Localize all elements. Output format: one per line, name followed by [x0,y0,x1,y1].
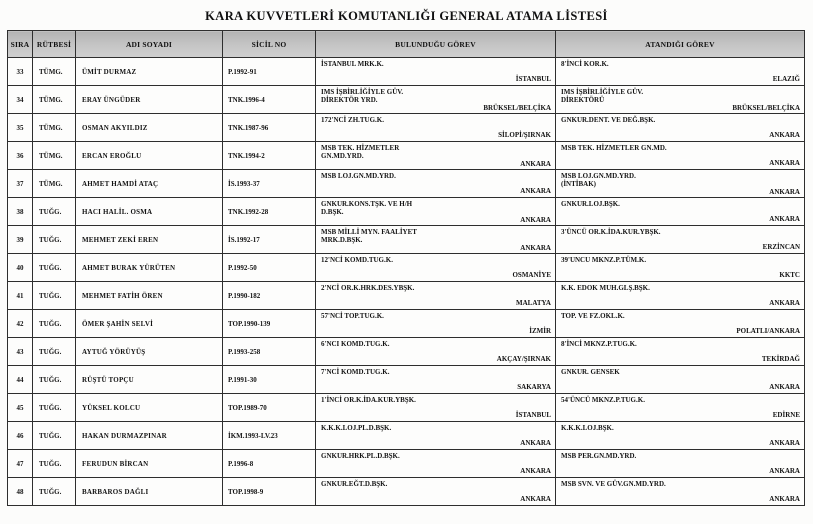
duty-location: ANKARA [520,467,551,475]
cell-sicil-no: TOP.1990-139 [223,310,316,338]
table-row [8,114,805,142]
duty-title-line: MSB SVN. VE GÜV.GN.MD.YRD. [561,480,666,488]
duty-location: İSTANBUL [515,411,551,419]
duty-location: SAKARYA [517,383,551,391]
cell-atandigi-gorev [556,338,805,366]
cell-bulundugu-gorev [316,366,556,394]
duty-title-line: MSB MİLLİ MYN. FAALİYET [321,228,417,236]
cell-sira: 40 [8,254,33,282]
cell-adi-soyadi: MEHMET FATİH ÖREN [76,282,223,310]
duty-title-line: GN.MD.YRD. [321,152,364,161]
table-row [8,254,805,282]
duty-cell-content [556,310,804,337]
cell-bulundugu-gorev [316,310,556,338]
table-row [8,58,805,86]
cell-sira: 44 [8,366,33,394]
table-row [8,86,805,114]
duty-cell-content [316,478,555,505]
duty-title-line: GNKUR.KONS.TŞK. VE H/H [321,200,413,208]
cell-atandigi-gorev [556,114,805,142]
cell-adi-soyadi: AHMET BURAK YÜRÜTEN [76,254,223,282]
duty-location: ERZİNCAN [762,243,800,251]
duty-title [561,116,800,124]
duty-title [321,144,551,161]
header-bulundugu-gorev: BULUNDUĞU GÖREV [316,31,556,58]
duty-location: ANKARA [769,215,800,223]
duty-title-line: MRK.D.BŞK. [321,236,363,245]
duty-location: ANKARA [520,243,551,252]
duty-title [561,200,800,208]
cell-sicil-no: TNK.1996-4 [223,86,316,114]
cell-sira: 34 [8,86,33,114]
cell-adi-soyadi: OSMAN AKYILDIZ [76,114,223,142]
duty-location: ANKARA [520,187,551,195]
duty-location: SİLOPİ/ŞIRNAK [498,131,551,139]
cell-bulundugu-gorev [316,282,556,310]
header-atandigi-gorev: ATANDIĞI GÖREV [556,31,805,58]
duty-title-line: 8'İNCİ KOR.K. [561,60,609,68]
cell-rutbesi: TÜMG. [33,86,76,114]
cell-rutbesi: TUĞG. [33,394,76,422]
cell-sicil-no: TOP.1989-70 [223,394,316,422]
cell-adi-soyadi: ERCAN EROĞLU [76,142,223,170]
cell-sicil-no: TNK.1992-28 [223,198,316,226]
duty-location: ANKARA [769,467,800,475]
duty-title-line: MSB LOJ.GN.MD.YRD. [561,172,636,180]
duty-title [321,368,551,376]
cell-bulundugu-gorev [316,394,556,422]
duty-title-line: GNKUR.HRK.PL.D.BŞK. [321,452,400,460]
cell-atandigi-gorev [556,450,805,478]
cell-sira: 45 [8,394,33,422]
duty-location: ANKARA [769,383,800,391]
cell-bulundugu-gorev [316,422,556,450]
duty-title-line: D.BŞK. [321,208,344,217]
cell-sicil-no: P.1991-30 [223,366,316,394]
duty-title-line: GNKUR.LOJ.BŞK. [561,200,620,208]
duty-cell-content [556,422,804,449]
table-row [8,478,805,506]
duty-cell-content [556,198,804,225]
cell-bulundugu-gorev [316,226,556,254]
duty-title [561,368,800,376]
cell-sicil-no: İKM.1993-LV.23 [223,422,316,450]
duty-title [321,200,551,217]
cell-atandigi-gorev [556,86,805,114]
duty-title [321,284,551,292]
duty-location: ANKARA [520,215,551,224]
cell-sira: 42 [8,310,33,338]
cell-rutbesi: TUĞG. [33,282,76,310]
cell-sicil-no: TNK.1994-2 [223,142,316,170]
duty-title-line: 57'NCİ TOP.TUG.K. [321,312,384,320]
duty-location: KKTC [779,271,800,279]
cell-rutbesi: TÜMG. [33,170,76,198]
cell-adi-soyadi: BARBAROS DAĞLI [76,478,223,506]
cell-rutbesi: TUĞG. [33,310,76,338]
duty-title-line: 172'NCİ ZH.TUG.K. [321,116,385,124]
duty-cell-content [556,478,804,505]
cell-atandigi-gorev [556,142,805,170]
duty-location: ANKARA [520,439,551,447]
duty-title-line: MSB PER.GN.MD.YRD. [561,452,637,460]
cell-rutbesi: TÜMG. [33,58,76,86]
duty-cell-content [556,254,804,281]
table-row [8,142,805,170]
cell-sicil-no: İS.1992-17 [223,226,316,254]
cell-adi-soyadi: ÖMER ŞAHİN SELVİ [76,310,223,338]
table-row [8,310,805,338]
duty-location: EDİRNE [772,411,800,419]
duty-title [321,256,551,264]
cell-rutbesi: TUĞG. [33,254,76,282]
cell-adi-soyadi: HAKAN DURMAZPINAR [76,422,223,450]
cell-sira: 48 [8,478,33,506]
duty-location: İZMİR [529,327,551,335]
cell-sicil-no: İS.1993-37 [223,170,316,198]
duty-title [561,480,800,488]
duty-title [321,116,551,124]
duty-location: ANKARA [769,299,800,307]
cell-rutbesi: TUĞG. [33,450,76,478]
duty-title [321,228,551,245]
duty-title [561,172,800,189]
cell-bulundugu-gorev [316,170,556,198]
cell-atandigi-gorev [556,198,805,226]
duty-title-line: 2'NCİ OR.K.HRK.DES.YBŞK. [321,284,415,292]
cell-adi-soyadi: HACI HALİL. OSMA [76,198,223,226]
cell-atandigi-gorev [556,478,805,506]
cell-sira: 39 [8,226,33,254]
duty-title-line: GNKUR.DENT. VE DEĞ.BŞK. [561,116,656,124]
duty-title-line: (İNTİBAK) [561,180,597,189]
duty-cell-content [556,226,804,253]
duty-cell-content [316,86,555,113]
duty-title [561,256,800,264]
cell-bulundugu-gorev [316,254,556,282]
duty-title [321,340,551,348]
duty-title-line: TOP. VE FZ.OKL.K. [561,312,625,320]
duty-title-line: 54'ÜNCÜ MKNZ.P.TUG.K. [561,396,645,404]
table-row [8,226,805,254]
cell-adi-soyadi: ÜMİT DURMAZ [76,58,223,86]
duty-title [561,144,800,152]
table-row [8,450,805,478]
duty-title [321,172,551,180]
duty-title-line: 39'UNCU MKNZ.P.TÜM.K. [561,256,647,264]
duty-location: ANKARA [520,159,551,168]
duty-title-line: GNKUR.EĞT.D.BŞK. [321,480,388,488]
cell-sira: 36 [8,142,33,170]
cell-atandigi-gorev [556,226,805,254]
cell-sira: 37 [8,170,33,198]
cell-atandigi-gorev [556,170,805,198]
duty-cell-content [316,58,555,85]
duty-cell-content [316,450,555,477]
duty-title [561,396,800,404]
duty-title-line: 12'NCİ KOMD.TUG.K. [321,256,393,264]
duty-title-line: 8'İNCİ MKNZ.P.TUG.K. [561,340,637,348]
table-row [8,282,805,310]
cell-rutbesi: TUĞG. [33,198,76,226]
duty-title [321,88,551,105]
cell-rutbesi: TUĞG. [33,422,76,450]
duty-location: BRÜKSEL/BELÇİKA [483,103,551,112]
cell-adi-soyadi: AHMET HAMDİ ATAÇ [76,170,223,198]
duty-location: ANKARA [769,187,800,196]
cell-sira: 43 [8,338,33,366]
duty-title-line: MSB TEK. HİZMETLER [321,144,400,152]
table-row [8,394,805,422]
duty-cell-content [316,310,555,337]
duty-title-line: İSTANBUL MRK.K. [321,60,384,68]
duty-title [561,340,800,348]
duty-location: AKÇAY/ŞIRNAK [496,355,551,363]
cell-rutbesi: TUĞG. [33,366,76,394]
cell-bulundugu-gorev [316,86,556,114]
cell-atandigi-gorev [556,254,805,282]
cell-sicil-no: TOP.1998-9 [223,478,316,506]
duty-title-line: DİREKTÖRÜ [561,96,605,105]
cell-rutbesi: TÜMG. [33,142,76,170]
cell-bulundugu-gorev [316,450,556,478]
cell-atandigi-gorev [556,310,805,338]
duty-cell-content [316,366,555,393]
cell-sira: 47 [8,450,33,478]
duty-title [321,480,551,488]
cell-sicil-no: P.1992-91 [223,58,316,86]
cell-sicil-no: P.1993-258 [223,338,316,366]
duty-location: ANKARA [769,439,800,447]
duty-cell-content [316,114,555,141]
duty-title-line: 1'İNCİ OR.K.İDA.KUR.YBŞK. [321,396,416,404]
duty-cell-content [316,394,555,421]
duty-cell-content [556,394,804,421]
cell-atandigi-gorev [556,394,805,422]
table-row [8,198,805,226]
cell-adi-soyadi: AYTUĞ YÖRÜYÜŞ [76,338,223,366]
duty-cell-content [556,450,804,477]
duty-title [561,424,800,432]
duty-location: ELAZIĞ [772,75,800,83]
duty-title [561,60,800,68]
duty-location: ANKARA [520,495,551,503]
duty-location: ANKARA [769,159,800,167]
duty-cell-content [556,366,804,393]
duty-cell-content [556,338,804,365]
duty-title-line: 3'ÜNCÜ OR.K.İDA.KUR.YBŞK. [561,228,661,236]
cell-sira: 46 [8,422,33,450]
cell-adi-soyadi: MEHMET ZEKİ EREN [76,226,223,254]
duty-title [321,60,551,68]
duty-title [321,452,551,460]
duty-location: İSTANBUL [515,75,551,83]
duty-title [561,228,800,236]
duty-title-line: K.K.K.LOJ.BŞK. [561,424,614,432]
cell-sicil-no: P.1996-8 [223,450,316,478]
duty-cell-content [556,86,804,113]
header-sicil-no: SİCİL NO [223,31,316,58]
duty-cell-content [316,226,555,253]
cell-adi-soyadi: RÜŞTÜ TOPÇU [76,366,223,394]
duty-title-line: MSB LOJ.GN.MD.YRD. [321,172,396,180]
duty-cell-content [556,170,804,197]
cell-bulundugu-gorev [316,114,556,142]
duty-title [321,424,551,432]
duty-title-line: GNKUR. GENSEK [561,368,620,376]
duty-title-line: K.K.K.LOJ.PL.D.BŞK. [321,424,392,432]
cell-sira: 35 [8,114,33,142]
duty-title [561,284,800,292]
table-row [8,422,805,450]
cell-bulundugu-gorev [316,338,556,366]
header-sira: SIRA [8,31,33,58]
duty-location: ANKARA [769,495,800,503]
header-rutbesi: RÜTBESİ [33,31,76,58]
duty-cell-content [556,58,804,85]
duty-cell-content [316,254,555,281]
cell-sira: 38 [8,198,33,226]
cell-rutbesi: TUĞG. [33,338,76,366]
duty-title-line: K.K. EDOK MUH.GLŞ.BŞK. [561,284,650,292]
duty-title [561,88,800,105]
duty-cell-content [316,338,555,365]
cell-rutbesi: TUĞG. [33,478,76,506]
duty-cell-content [556,142,804,169]
cell-rutbesi: TUĞG. [33,226,76,254]
cell-adi-soyadi: ERAY ÜNGÜDER [76,86,223,114]
cell-adi-soyadi: FERUDUN BİRCAN [76,450,223,478]
duty-title-line: IMS İŞBİRLİĞİYLE GÜV. [561,88,644,96]
duty-location: TEKİRDAĞ [761,355,800,363]
cell-sicil-no: P.1992-50 [223,254,316,282]
cell-atandigi-gorev [556,282,805,310]
duty-title [561,452,800,460]
cell-adi-soyadi: YÜKSEL KOLCU [76,394,223,422]
cell-bulundugu-gorev [316,478,556,506]
duty-title-line: 6'NCI KOMD.TUG.K. [321,340,390,348]
duty-title [321,396,551,404]
cell-rutbesi: TÜMG. [33,114,76,142]
duty-cell-content [316,198,555,225]
duty-title-line: IMS İŞBİRLİĞİYLE GÜV. [321,88,404,96]
duty-cell-content [316,282,555,309]
table-row [8,366,805,394]
duty-cell-content [316,170,555,197]
duty-cell-content [316,422,555,449]
duty-title [321,312,551,320]
table-row [8,170,805,198]
cell-bulundugu-gorev [316,198,556,226]
cell-atandigi-gorev [556,58,805,86]
cell-atandigi-gorev [556,366,805,394]
duty-location: ANKARA [769,131,800,139]
atama-table [7,30,805,506]
duty-location: POLATLI/ANKARA [736,327,800,335]
page-title: KARA KUVVETLERİ KOMUTANLIĞI GENERAL ATAMA LİSTESİ [205,9,608,23]
duty-title-line: DİREKTÖR YRD. [321,96,378,105]
cell-atandigi-gorev [556,422,805,450]
cell-sira: 41 [8,282,33,310]
duty-location: BRÜKSEL/BELÇİKA [732,103,800,112]
table-header-row [8,31,805,58]
duty-cell-content [556,282,804,309]
table-row [8,338,805,366]
table-body [8,58,805,506]
cell-bulundugu-gorev [316,58,556,86]
duty-location: OSMANİYE [512,271,551,279]
duty-title-line: MSB TEK. HİZMETLER GN.MD. [561,144,667,152]
duty-cell-content [316,142,555,169]
cell-sicil-no: TNK.1987-96 [223,114,316,142]
duty-cell-content [556,114,804,141]
duty-title [561,312,800,320]
cell-sira: 33 [8,58,33,86]
cell-bulundugu-gorev [316,142,556,170]
duty-title-line: 7'NCİ KOMD.TUG.K. [321,368,390,376]
duty-location: MALATYA [515,299,551,307]
header-adi-soyadi: ADI SOYADI [76,31,223,58]
cell-sicil-no: P.1990-182 [223,282,316,310]
